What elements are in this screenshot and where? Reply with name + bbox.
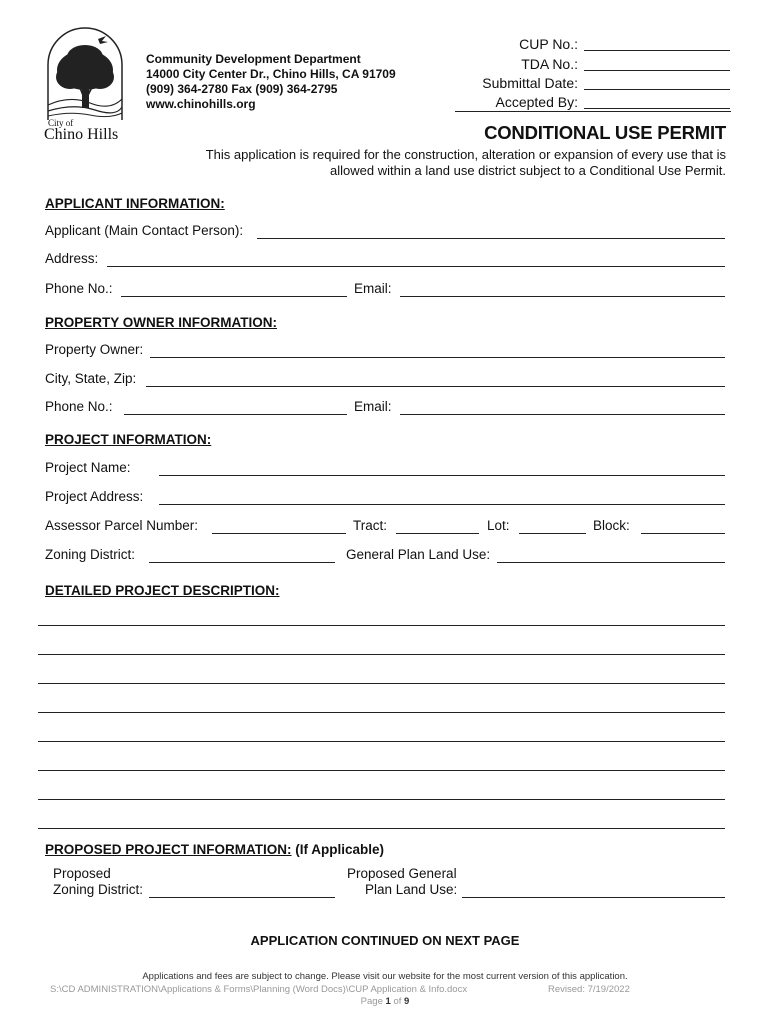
intro-text [206,147,726,179]
zoning-field[interactable] [149,562,335,563]
proposed-heading-row [45,842,384,857]
proposed-gp-field[interactable] [462,897,725,898]
page-number [0,996,770,1007]
owner-city-label: City, State, Zip: [45,371,137,386]
owner-email-field[interactable] [400,414,725,415]
continued-notice: APPLICATION CONTINUED ON NEXT PAGE [250,933,520,948]
submittal-date-field[interactable] [584,89,730,90]
gp-field[interactable] [497,562,725,563]
description-line[interactable] [38,770,725,771]
project-heading: PROJECT INFORMATION: [45,432,212,447]
proposed-heading: PROPOSED PROJECT INFORMATION: [45,842,292,857]
applicant-phone-field[interactable] [121,296,347,297]
description-line[interactable] [38,799,725,800]
owner-name-field[interactable] [150,357,725,358]
owner-name-label: Property Owner: [45,342,144,357]
owner-phone-label: Phone No.: [45,399,113,414]
project-address-field[interactable] [159,504,725,505]
proposed-heading-suffix: (If Applicable) [295,842,385,857]
header-rule [455,111,731,112]
tda-no-field[interactable] [584,70,730,71]
logo-city-of: City of [48,118,74,128]
phone-fax: (909) 364-2780 Fax (909) 364-2795 [146,82,338,96]
owner-city-field[interactable] [146,386,725,387]
block-label: Block: [593,518,630,533]
city-logo [40,25,130,145]
applicant-email-field[interactable] [400,296,725,297]
apn-field[interactable] [212,533,346,534]
page-current: 1 [385,996,391,1007]
footer-notice: Applications and fees are subject to change. Please visit our website for the most current version of this application. [142,971,628,982]
apn-label: Assessor Parcel Number: [45,518,199,533]
description-heading: DETAILED PROJECT DESCRIPTION: [45,583,280,598]
applicant-contact-label: Applicant (Main Contact Person): [45,223,244,238]
street-address: 14000 City Center Dr., Chino Hills, CA 91709 [146,67,396,81]
page-title: CONDITIONAL USE PERMIT [484,122,726,143]
proposed-gp-label-1: Proposed General [347,866,457,881]
tda-no-label: TDA No.: [521,56,578,72]
zoning-label: Zoning District: [45,547,136,562]
description-line[interactable] [38,741,725,742]
project-name-field[interactable] [159,475,725,476]
block-field[interactable] [641,533,725,534]
lot-field[interactable] [519,533,586,534]
applicant-email-label: Email: [354,281,392,296]
page-total: 9 [404,996,410,1007]
description-line[interactable] [38,625,725,626]
accepted-by-label: Accepted By: [495,94,578,110]
footer-path: S:\CD ADMINISTRATION\Applications & Forms\Planning (Word Docs)\CUP Application & Info.docx [50,984,468,995]
owner-phone-field[interactable] [124,414,347,415]
owner-heading: PROPERTY OWNER INFORMATION: [45,315,277,330]
gp-label: General Plan Land Use: [346,547,491,562]
applicant-address-field[interactable] [107,266,725,267]
project-name-label: Project Name: [45,460,131,475]
page-of: of [393,996,402,1007]
department-name: Community Development Department [146,52,361,66]
footer-revised: Revised: 7/19/2022 [548,984,630,995]
description-line[interactable] [38,712,725,713]
logo-chino-hills: Chino Hills [44,126,119,143]
proposed-zoning-label-1: Proposed [53,866,111,881]
department-address-block [146,52,396,112]
applicant-address-label: Address: [45,251,99,266]
submittal-date-label: Submittal Date: [482,75,578,91]
proposed-zoning-field[interactable] [149,897,335,898]
description-line[interactable] [38,683,725,684]
proposed-gp-label-2: Plan Land Use: [365,882,458,897]
proposed-zoning-label-2: Zoning District: [53,882,144,897]
page-prefix: Page [360,996,383,1007]
project-address-label: Project Address: [45,489,144,504]
applicant-heading: APPLICANT INFORMATION: [45,196,225,211]
applicant-phone-label: Phone No.: [45,281,113,296]
tract-field[interactable] [396,533,479,534]
intro-line-2: allowed within a land use district subject to a Conditional Use Permit. [330,163,726,178]
lot-label: Lot: [487,518,510,533]
description-line[interactable] [38,828,725,829]
website-link[interactable]: www.chinohills.org [146,97,256,111]
tract-label: Tract: [353,518,388,533]
cup-no-field[interactable] [584,50,730,51]
description-line[interactable] [38,654,725,655]
accepted-by-field[interactable] [584,108,730,109]
cup-no-label: CUP No.: [519,36,578,52]
intro-line-1: This application is required for the construction, alteration or expansion of every use that is [205,147,726,162]
applicant-contact-field[interactable] [257,238,725,239]
owner-email-label: Email: [354,399,392,414]
